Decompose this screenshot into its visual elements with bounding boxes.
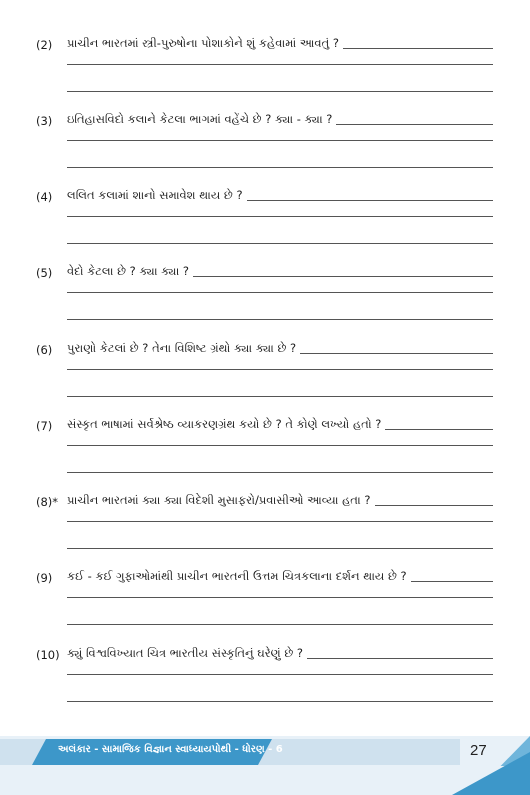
- question-text: ઇતિહાસવિદો કલાને કેટલા ભાગમાં વહેંચે છે ? ક્યા - ક્યા ?: [67, 112, 336, 127]
- question-row: [0, 646, 530, 666]
- question-row: [0, 112, 530, 132]
- answer-line: [67, 319, 493, 320]
- answer-line: [67, 472, 493, 473]
- question-number: (3): [36, 114, 53, 128]
- answer-line: [67, 701, 493, 702]
- answer-line: [67, 167, 493, 168]
- answer-line: [67, 521, 493, 522]
- answer-line: [67, 243, 493, 244]
- page-number: 27: [470, 742, 487, 759]
- question-number: (7): [36, 419, 53, 433]
- answer-line: [67, 64, 493, 65]
- question-number: (5): [36, 266, 53, 280]
- question-number: (6): [36, 343, 53, 357]
- answer-line: [67, 216, 493, 217]
- question-number: (4): [36, 190, 53, 204]
- answer-line: [67, 396, 493, 397]
- question-number: (10): [36, 648, 60, 662]
- question-text: પ્રાચીન ભારતમાં સ્ત્રી-પુરુષોના પોશાકોને શું કહેવામાં આવતું ?: [67, 36, 343, 51]
- question-text: વેદો કેટલા છે ? ક્યા ક્યા ?: [67, 264, 193, 279]
- question-text: ક્યું વિશ્વવિખ્યાત ચિત્ર ભારતીય સંસ્કૃતિનું ઘરેણું છે ?: [67, 646, 307, 661]
- answer-line: [67, 674, 493, 675]
- question-row: [0, 569, 530, 589]
- question-text: કઈ - કઈ ગુફાઓમાંથી પ્રાચીન ભારતની ઉત્તમ ચિત્રકલાના દર્શન થાય છે ?: [67, 569, 411, 584]
- answer-line: [67, 292, 493, 293]
- question-text: સંસ્કૃત ભાષામાં સર્વશ્રેષ્ઠ વ્યાકરણગ્રંથ કયો છે ? તે કોણે લખ્યો હતો ?: [67, 417, 385, 432]
- answer-line: [67, 140, 493, 141]
- question-text: પ્રાચીન ભારતમાં ક્યા ક્યા વિદેશી મુસાફરો/પ્રવાસીઓ આવ્યા હતા ?: [67, 493, 375, 508]
- question-row: [0, 493, 530, 513]
- question-number: (8)*: [36, 495, 59, 509]
- question-row: [0, 36, 530, 56]
- question-row: [0, 417, 530, 437]
- question-row: [0, 341, 530, 361]
- question-text: પુરાણો કેટલાં છે ? તેના વિશિષ્ટ ગ્રંથો ક્યા ક્યા છે ?: [67, 341, 300, 356]
- answer-line: [67, 369, 493, 370]
- question-row: [0, 264, 530, 284]
- answer-line: [67, 91, 493, 92]
- answer-line: [67, 548, 493, 549]
- answer-line: [67, 445, 493, 446]
- question-row: [0, 188, 530, 208]
- footer-title: અલંકાર - સામાજિક વિજ્ઞાન સ્વાધ્યાયપોથી - ધોરણ - 6: [58, 744, 283, 755]
- question-text: લલિત કલામાં શાનો સમાવેશ થાય છે ?: [67, 188, 247, 203]
- answer-line: [67, 624, 493, 625]
- question-number: (2): [36, 38, 53, 52]
- answer-line: [67, 597, 493, 598]
- question-number: (9): [36, 571, 53, 585]
